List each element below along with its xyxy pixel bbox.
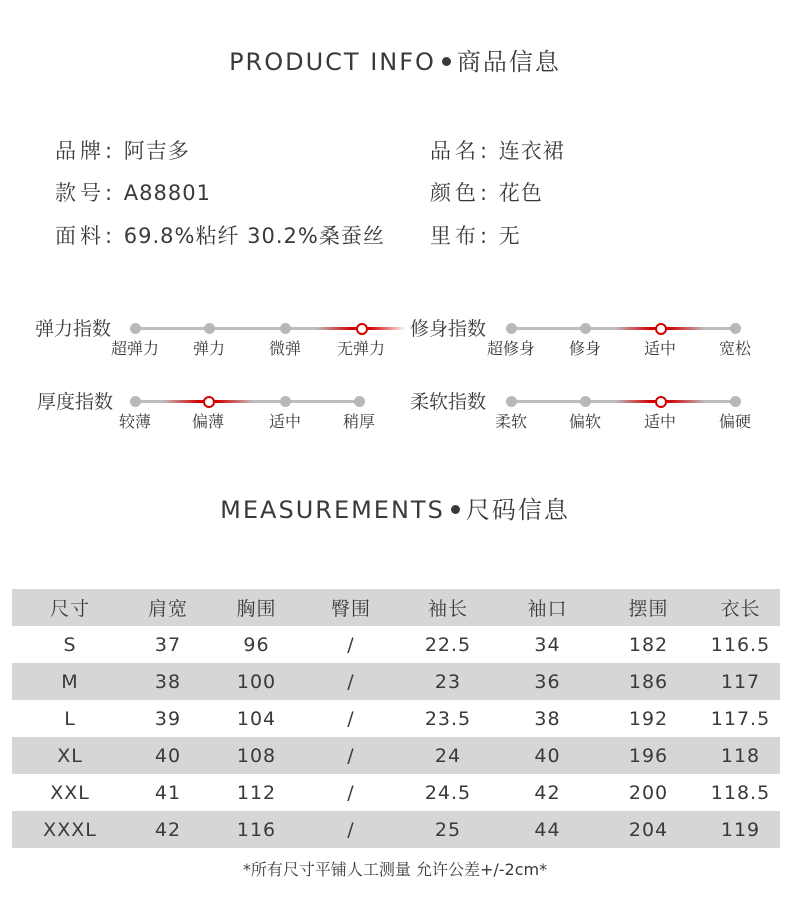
info-brand-label: 品牌: xyxy=(55,139,117,163)
table-cell: 96 xyxy=(243,633,270,656)
table-row xyxy=(12,663,780,700)
scale-softness xyxy=(410,387,770,437)
scale-option-label: 适中 xyxy=(268,412,302,431)
product-info-title-en: PRODUCT INFO xyxy=(229,48,436,76)
table-cell: XL xyxy=(57,744,83,767)
table-cell: S xyxy=(63,633,77,656)
table-cell: 192 xyxy=(628,707,669,730)
table-cell: 25 xyxy=(434,818,462,841)
scale-fit-name: 修身指数 xyxy=(410,318,487,340)
table-cell: / xyxy=(347,633,355,656)
table-cell: XXXL xyxy=(43,818,97,841)
table-cell: 40 xyxy=(154,744,182,767)
table-header-cell: 胸围 xyxy=(236,598,277,620)
table-cell: 108 xyxy=(236,744,277,767)
table-cell: 186 xyxy=(628,670,669,693)
info-name-value: 连衣裙 xyxy=(498,139,565,163)
table-row xyxy=(12,811,780,848)
table-header-cell: 摆围 xyxy=(628,598,669,620)
table-cell: 182 xyxy=(628,633,669,656)
info-brand-value: 阿吉多 xyxy=(123,139,190,163)
info-name-label: 品名: xyxy=(430,139,492,163)
scale-option-label: 弹力 xyxy=(192,339,226,358)
measurements-title-en: MEASUREMENTS xyxy=(220,496,445,524)
table-cell: 200 xyxy=(628,781,669,804)
scale-point xyxy=(130,323,141,334)
table-cell: 204 xyxy=(628,818,669,841)
table-row xyxy=(12,737,780,774)
scale-option-label: 柔软 xyxy=(494,412,528,431)
table-row xyxy=(12,700,780,737)
scale-elasticity xyxy=(35,314,395,364)
scale-option-label: 较薄 xyxy=(118,412,152,431)
table-cell: 24.5 xyxy=(424,781,472,804)
info-fabric xyxy=(55,220,385,250)
table-header-cell: 衣长 xyxy=(720,598,761,620)
table-cell: XXL xyxy=(50,781,90,804)
info-lining-label: 里布: xyxy=(430,224,492,248)
table-cell: 112 xyxy=(236,781,277,804)
scale-point xyxy=(204,323,215,334)
table-cell: / xyxy=(347,670,355,693)
scale-option-label: 宽松 xyxy=(718,339,752,358)
scale-option-label: 修身 xyxy=(568,339,602,358)
table-cell: 117 xyxy=(720,670,761,693)
table-row xyxy=(12,774,780,811)
table-cell: / xyxy=(347,744,355,767)
scale-option-label: 适中 xyxy=(643,339,677,358)
scale-point xyxy=(730,323,741,334)
table-cell: 42 xyxy=(534,781,561,804)
info-fabric-label: 面料: xyxy=(55,224,117,248)
scale-option-label: 微弹 xyxy=(268,339,302,358)
scale-elasticity-name: 弹力指数 xyxy=(35,318,112,340)
table-cell: 37 xyxy=(154,633,182,656)
table-cell: 41 xyxy=(154,781,182,804)
table-header-row xyxy=(12,589,780,626)
table-header-cell: 肩宽 xyxy=(147,598,188,620)
info-color-label: 颜色: xyxy=(430,181,492,205)
info-name xyxy=(430,135,565,165)
table-header-cell: 袖口 xyxy=(527,598,568,620)
info-style-no-value: A88801 xyxy=(123,181,211,205)
info-lining-value: 无 xyxy=(498,224,521,248)
scale-point xyxy=(280,396,291,407)
table-cell: 104 xyxy=(236,707,277,730)
table-cell: 119 xyxy=(720,818,761,841)
scale-thickness xyxy=(37,387,397,437)
info-color xyxy=(430,177,543,207)
scale-option-label: 偏软 xyxy=(568,412,602,431)
table-cell: 196 xyxy=(628,744,669,767)
product-info-title-zh: 商品信息 xyxy=(456,48,561,76)
product-info-title xyxy=(0,42,790,77)
scale-option-label: 偏硬 xyxy=(718,412,752,431)
info-style-no-label: 款号: xyxy=(55,181,117,205)
scale-point xyxy=(580,323,591,334)
table-header-cell: 臀围 xyxy=(330,598,371,620)
scale-point xyxy=(730,396,741,407)
table-cell: / xyxy=(347,707,355,730)
table-cell: 118.5 xyxy=(710,781,771,804)
measurements-title xyxy=(0,490,790,525)
table-cell: L xyxy=(64,707,76,730)
scale-point xyxy=(280,323,291,334)
scale-point xyxy=(354,396,365,407)
scale-point xyxy=(506,396,517,407)
table-cell: 117.5 xyxy=(710,707,771,730)
table-cell: 44 xyxy=(534,818,561,841)
table-cell: 118 xyxy=(720,744,761,767)
table-cell: 23 xyxy=(434,670,462,693)
bullet-dot-icon xyxy=(442,57,451,66)
scale-thickness-name: 厚度指数 xyxy=(37,391,114,413)
scale-point-selected xyxy=(655,396,667,408)
scale-option-label: 稍厚 xyxy=(342,412,376,431)
scale-fit xyxy=(410,314,770,364)
table-header-cell: 袖长 xyxy=(427,598,468,620)
table-cell: 36 xyxy=(534,670,561,693)
info-lining xyxy=(430,220,521,250)
table-cell: 40 xyxy=(534,744,561,767)
scale-point xyxy=(580,396,591,407)
measurements-title-zh: 尺码信息 xyxy=(465,496,570,524)
table-cell: 116.5 xyxy=(710,633,771,656)
scale-option-label: 超修身 xyxy=(486,339,536,358)
info-fabric-value: 69.8%粘纤 30.2%桑蚕丝 xyxy=(123,224,385,248)
scale-point-selected xyxy=(356,323,368,335)
scale-option-label: 偏薄 xyxy=(191,412,225,431)
info-style-no xyxy=(55,177,211,207)
table-cell: 100 xyxy=(236,670,277,693)
table-cell: 34 xyxy=(534,633,561,656)
size-table xyxy=(12,589,780,848)
measurement-note: *所有尺寸平铺人工测量 允许公差+/-2cm* xyxy=(242,860,548,879)
scale-option-label: 无弹力 xyxy=(336,339,386,358)
bullet-dot-icon xyxy=(451,505,460,514)
table-cell: 38 xyxy=(154,670,182,693)
table-cell: 116 xyxy=(236,818,277,841)
scale-point xyxy=(130,396,141,407)
table-cell: 23.5 xyxy=(424,707,472,730)
table-cell: 24 xyxy=(434,744,462,767)
scale-option-label: 超弹力 xyxy=(110,339,160,358)
table-cell: / xyxy=(347,781,355,804)
info-brand xyxy=(55,135,190,165)
table-cell: 42 xyxy=(154,818,182,841)
scale-softness-name: 柔软指数 xyxy=(410,391,487,413)
table-cell: / xyxy=(347,818,355,841)
table-row xyxy=(12,626,780,663)
table-cell: M xyxy=(61,670,79,693)
table-header-cell: 尺寸 xyxy=(49,598,90,620)
table-cell: 38 xyxy=(534,707,561,730)
scale-point-selected xyxy=(655,323,667,335)
table-cell: 39 xyxy=(154,707,182,730)
table-cell: 22.5 xyxy=(424,633,472,656)
scale-point xyxy=(506,323,517,334)
scale-option-label: 适中 xyxy=(643,412,677,431)
scale-point-selected xyxy=(203,396,215,408)
info-color-value: 花色 xyxy=(498,181,543,205)
